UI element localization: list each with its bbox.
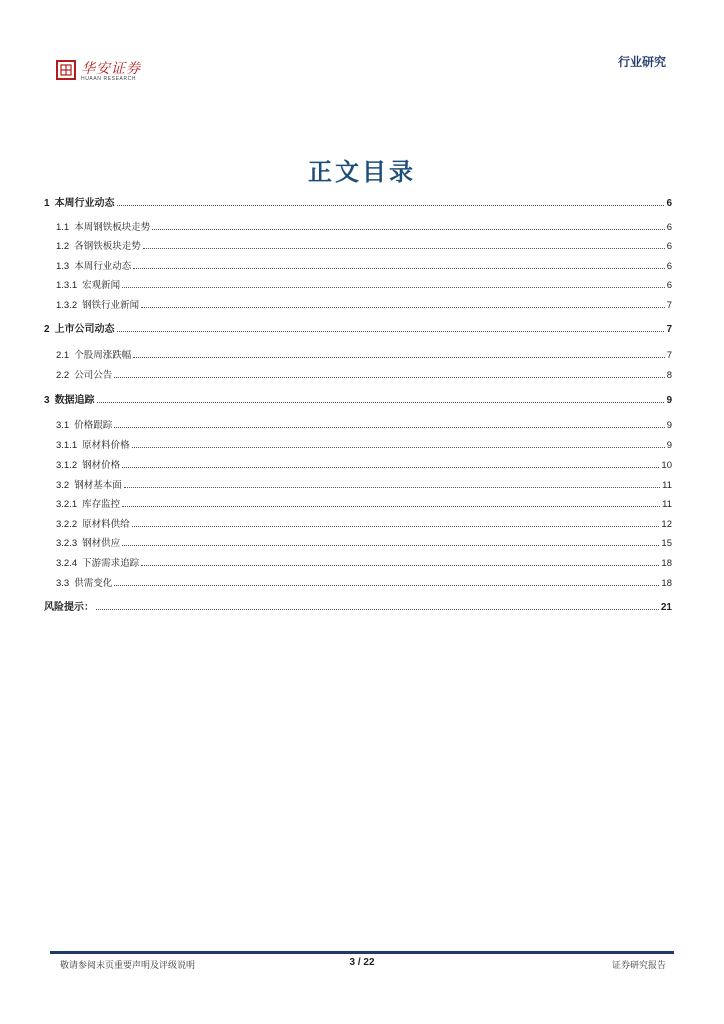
- toc-entry-label: 钢材价格: [82, 460, 121, 471]
- toc-entry[interactable]: [44, 349, 672, 362]
- toc-entry[interactable]: [44, 260, 672, 273]
- toc-dot-leader: [152, 221, 664, 230]
- footer-disclaimer: 敬请参阅末页重要声明及评级说明: [60, 961, 196, 971]
- toc-entry-number: 3.2.3: [56, 538, 78, 549]
- toc-entry-label: 下游需求追踪: [82, 558, 140, 569]
- logo-subtitle: HUAAN RESEARCH: [81, 76, 137, 82]
- toc-entry[interactable]: [44, 394, 672, 407]
- toc-dot-leader: [141, 557, 659, 566]
- toc-entry[interactable]: [44, 498, 672, 511]
- toc-entry-number: 1.1: [56, 222, 70, 233]
- toc-entry-number: 3.2.4: [56, 558, 78, 569]
- toc-entry-number: 2.2: [56, 370, 70, 381]
- toc-entry-page: 18: [661, 558, 672, 569]
- toc-dot-leader: [133, 260, 664, 269]
- toc-entry[interactable]: [44, 601, 672, 614]
- toc-entry-label: 上市公司动态: [54, 324, 115, 335]
- toc-entry[interactable]: [44, 240, 672, 253]
- toc-entry-page: 9: [666, 420, 672, 431]
- toc-dot-leader: [141, 299, 665, 308]
- toc-dot-leader: [132, 439, 665, 448]
- toc-entry[interactable]: [44, 419, 672, 432]
- toc-dot-leader: [114, 419, 664, 428]
- toc-entry-number: 1: [44, 198, 50, 209]
- toc-entry-number: 2.1: [56, 350, 70, 361]
- toc-entry[interactable]: [44, 459, 672, 472]
- toc-entry-number: 3.1: [56, 420, 70, 431]
- toc-entry-label: 供需变化: [74, 578, 113, 589]
- toc-entry-page: 21: [660, 602, 672, 613]
- section-label: 行业研究: [617, 55, 666, 69]
- toc-entry-page: 6: [666, 222, 672, 233]
- toc-dot-leader: [143, 240, 665, 249]
- toc-entry-number: 3.1.1: [56, 440, 78, 451]
- toc-entry[interactable]: [44, 577, 672, 590]
- toc-entry-number: 1.3: [56, 261, 70, 272]
- toc-entry-page: 6: [666, 198, 672, 209]
- toc-entry-label: 风险提示：: [44, 602, 94, 613]
- toc-entry-number: 3.3: [56, 578, 70, 589]
- toc-entry-label: 公司公告: [74, 370, 113, 381]
- page-indicator: 3 / 22: [349, 957, 375, 968]
- toc-entry-label: 钢铁行业新闻: [82, 300, 140, 311]
- toc-entry[interactable]: [44, 299, 672, 312]
- toc-entry-page: 6: [666, 241, 672, 252]
- toc-dot-leader: [122, 537, 659, 546]
- toc-entry-number: 2: [44, 324, 50, 335]
- toc-entry-number: 3.2: [56, 480, 70, 491]
- toc-dot-leader: [117, 197, 665, 206]
- toc-entry[interactable]: [44, 479, 672, 492]
- toc-dot-leader: [117, 323, 665, 332]
- toc-entry-page: 6: [666, 280, 672, 291]
- toc-entry-page: 11: [662, 480, 672, 491]
- toc-entry[interactable]: [44, 323, 672, 336]
- toc-entry[interactable]: [44, 279, 672, 292]
- toc-entry-label: 价格跟踪: [74, 420, 113, 431]
- toc-entry-page: 15: [661, 538, 672, 549]
- toc-entry-label: 数据追踪: [54, 395, 95, 406]
- toc-entry-number: 1.3.1: [56, 280, 78, 291]
- toc-entry-page: 7: [666, 324, 672, 335]
- toc-dot-leader: [122, 459, 659, 468]
- footer-report-type: 证券研究报告: [611, 961, 666, 971]
- toc-entry-label: 本周行业动态: [74, 261, 132, 272]
- toc-entry-label: 原材料供给: [82, 519, 130, 530]
- toc-entry-label: 钢材供应: [82, 538, 121, 549]
- toc-entry[interactable]: [44, 221, 672, 234]
- toc-entry-page: 6: [666, 261, 672, 272]
- toc-entry-number: 1.3.2: [56, 300, 78, 311]
- logo-seal-icon: [56, 60, 76, 80]
- logo-name: 华安证券: [81, 61, 141, 77]
- toc-dot-leader: [132, 518, 660, 527]
- toc-dot-leader: [96, 601, 659, 610]
- toc-entry-page: 7: [666, 300, 672, 311]
- toc-entry-page: 10: [661, 460, 672, 471]
- toc-entry-page: 12: [661, 519, 672, 530]
- toc-entry-page: 9: [666, 395, 672, 406]
- toc-entry[interactable]: [44, 518, 672, 531]
- toc-dot-leader: [114, 369, 664, 378]
- toc-dot-leader: [114, 577, 659, 586]
- toc-entry-page: 9: [666, 440, 672, 451]
- toc-dot-leader: [124, 479, 660, 488]
- toc-entry-page: 18: [661, 578, 672, 589]
- toc-dot-leader: [97, 394, 665, 403]
- toc-entry-label: 原材料价格: [82, 440, 130, 451]
- toc-entry-number: 3.1.2: [56, 460, 78, 471]
- toc-entry-page: 11: [662, 499, 672, 510]
- toc-entry[interactable]: [44, 557, 672, 570]
- toc-entry-label: 个股周涨跌幅: [74, 350, 132, 361]
- toc-entry[interactable]: [44, 537, 672, 550]
- toc-entry-label: 本周钢铁板块走势: [74, 222, 151, 233]
- toc-entry-page: 7: [666, 350, 672, 361]
- toc-dot-leader: [133, 349, 664, 358]
- toc-entry-number: 3: [44, 395, 50, 406]
- toc-entry-label: 钢材基本面: [74, 480, 122, 491]
- toc-entry-number: 1.2: [56, 241, 70, 252]
- toc-entry[interactable]: [44, 439, 672, 452]
- toc-dot-leader: [122, 279, 665, 288]
- toc-entry-page: 8: [666, 370, 672, 381]
- company-logo: [56, 58, 166, 88]
- toc-entry-number: 3.2.2: [56, 519, 78, 530]
- toc-entry-label: 各钢铁板块走势: [74, 241, 141, 252]
- toc-entry-number: 3.2.1: [56, 499, 78, 510]
- page-title: 正文目录: [308, 157, 416, 186]
- toc-entry-label: 宏观新闻: [82, 280, 121, 291]
- toc-entry[interactable]: [44, 369, 672, 382]
- toc-entry-label: 本周行业动态: [54, 198, 115, 209]
- toc-dot-leader: [122, 498, 660, 507]
- toc-entry-label: 库存监控: [82, 499, 121, 510]
- toc-entry[interactable]: [44, 197, 672, 210]
